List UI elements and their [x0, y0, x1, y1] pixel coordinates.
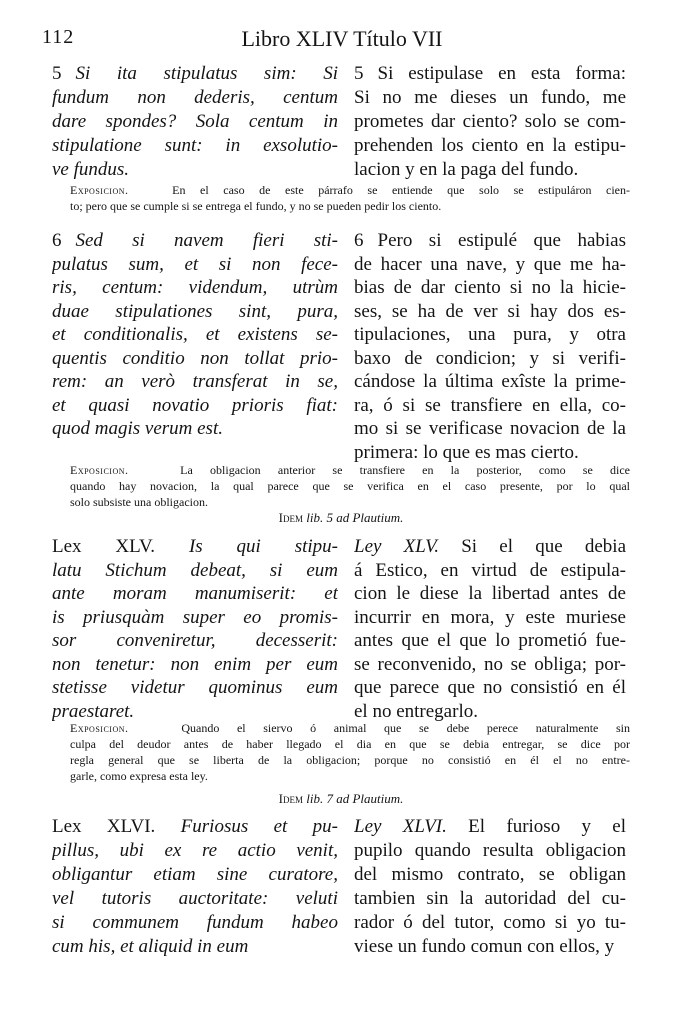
- source-reference: lib. 5 ad Plautium.: [306, 510, 404, 525]
- exposition-line: [70, 494, 630, 510]
- text-line: [354, 394, 626, 418]
- exposition-text: solo subsiste una obligacion.: [70, 495, 208, 509]
- text-line: [52, 62, 338, 86]
- exposition-text: garle, como expresa esta ley.: [70, 769, 208, 783]
- text-segment: obligantur etiam sine curatore,: [52, 864, 338, 885]
- text-segment: tipulaciones, una pura, y otra: [354, 324, 626, 345]
- text-segment: quod magis verum est.: [52, 418, 223, 439]
- text-line: [354, 887, 626, 911]
- exposition-text: En el caso de este párrafo se entiende que solo se estipuláron cien-: [172, 183, 630, 197]
- text-line: [354, 417, 626, 441]
- text-segment: de hacer una nave, y que me ha-: [354, 253, 626, 275]
- text-line: [354, 276, 626, 300]
- text-line: [52, 134, 338, 158]
- page-number: 112: [42, 26, 75, 48]
- text-line: [52, 86, 338, 110]
- text-segment: ses, se ha de ver si hay dos es-: [354, 300, 626, 322]
- text-line: [354, 110, 626, 134]
- running-header: [42, 26, 642, 54]
- text-line: [52, 582, 338, 606]
- text-segment: ve fundus.: [52, 159, 130, 180]
- text-segment: Pero si estipulé que habias: [377, 230, 626, 251]
- text-segment: mo si se verificase novacion de la: [354, 418, 626, 439]
- text-segment: si communem fundum habeo: [52, 912, 338, 933]
- text-segment: Ley XLV.: [354, 536, 440, 557]
- text-segment: praestaret.: [52, 700, 135, 722]
- section-number: 6: [354, 230, 364, 251]
- text-segment: ra, ó si se transfiere en ella, co-: [354, 394, 626, 416]
- text-segment: prehenden los ciento en la estipu-: [354, 135, 626, 156]
- text-segment: Lex XLVI.: [52, 816, 156, 837]
- text-segment: sor conveniretur, decesserit:: [52, 630, 338, 651]
- text-line: [354, 839, 626, 863]
- text-segment: Furiosus et pu-: [155, 816, 338, 837]
- text-line: [354, 370, 626, 394]
- text-segment: prometes dar ciento? solo se com-: [354, 111, 626, 132]
- text-line: [354, 606, 626, 630]
- text-segment: Lex XLV.: [52, 536, 156, 557]
- exposition-line: [70, 182, 630, 198]
- exposition-3: [70, 720, 630, 784]
- text-line: [52, 110, 338, 134]
- text-segment: stetisse videtur quominus eum: [52, 677, 338, 698]
- text-segment: rem: an verò transferat in se,: [52, 371, 338, 392]
- spanish-text: [354, 815, 626, 959]
- exposition-1: [70, 182, 630, 214]
- text-segment: El furioso y el: [446, 816, 626, 837]
- text-line: [354, 441, 626, 465]
- section-6: [52, 229, 626, 469]
- text-segment: latu Stichum debeat, si eum: [52, 559, 338, 581]
- text-segment: que parece que no consistió en él: [354, 677, 626, 698]
- source-citation-1: [0, 510, 682, 526]
- text-line: [52, 911, 338, 935]
- text-segment: Ley XLVI.: [354, 816, 447, 837]
- text-segment: tambien sin la autoridad del cu-: [354, 888, 626, 909]
- text-segment: cándose la última exîste la prime-: [354, 371, 626, 392]
- text-segment: del mismo contrato, se obligan: [354, 864, 626, 885]
- text-segment: pillus, ubi ex re actio venit,: [52, 840, 338, 861]
- text-line: [354, 347, 626, 371]
- text-segment: vel tutoris auctoritate: veluti: [52, 888, 338, 909]
- text-line: [52, 300, 338, 324]
- text-segment: Is qui stipu-: [155, 536, 338, 557]
- text-segment: ante moram manumiserit: et: [52, 583, 338, 604]
- text-segment: baxo de condicion; y si verifi-: [354, 347, 626, 369]
- text-line: [354, 134, 626, 158]
- text-segment: primera: lo que es mas cierto.: [354, 441, 579, 463]
- text-line: [52, 863, 338, 887]
- text-segment: stipulatione sunt: in exsolutio-: [52, 135, 338, 156]
- exposition-text: to; pero que se cumple si se entrega el fundo, y no se pueden pedir los ciento.: [70, 199, 442, 213]
- source-reference: lib. 7 ad Plautium.: [306, 791, 404, 806]
- text-line: [52, 676, 338, 700]
- latin-text: [52, 62, 338, 182]
- text-line: [52, 935, 338, 959]
- exposition-line: [70, 768, 630, 784]
- text-segment: Si no me dieses un fundo, me: [354, 87, 626, 108]
- exposition-text: regla general que se liberta de la obligacion; porque no consistió en él el no entre-: [70, 753, 630, 767]
- text-segment: cum his, et aliquid in eum: [52, 936, 249, 957]
- section-number: 5: [52, 63, 62, 84]
- exposition-text: Quando el siervo ó animal que se debe perece naturalmente sin: [181, 721, 630, 735]
- text-segment: viese un fundo comun con ellos, y: [354, 936, 615, 957]
- text-line: [354, 229, 626, 253]
- exposition-2: [70, 462, 630, 510]
- section-5: [52, 62, 626, 186]
- exposition-text: quando hay novacion, la qual parece que se verifica en el caso presente, por lo qual: [70, 479, 630, 493]
- text-segment: pulatus sum, et si non fece-: [52, 253, 338, 275]
- text-line: [354, 676, 626, 700]
- text-line: [52, 887, 338, 911]
- text-segment: dare spondes? Sola centum in: [52, 111, 338, 132]
- section-number: 6: [52, 230, 62, 251]
- text-line: [354, 653, 626, 677]
- text-segment: is priusquàm super eo promis-: [52, 606, 338, 628]
- text-line: [354, 62, 626, 86]
- exposition-line: [70, 478, 630, 494]
- text-line: [354, 323, 626, 347]
- text-segment: quentis conditio non tollat prio-: [52, 347, 338, 369]
- text-line: [354, 86, 626, 110]
- text-line: [52, 839, 338, 863]
- text-segment: antes que el que lo prometió fue-: [354, 630, 626, 651]
- text-line: [52, 253, 338, 277]
- text-line: [354, 582, 626, 606]
- text-line: [354, 559, 626, 583]
- exposition-line: [70, 720, 630, 736]
- text-segment: fundum non dederis, centum: [52, 87, 338, 108]
- latin-text: [52, 535, 338, 723]
- text-line: [354, 935, 626, 959]
- lex-46: [52, 815, 626, 965]
- text-segment: lacion y en la paga del fundo.: [354, 159, 579, 180]
- latin-text: [52, 229, 338, 441]
- text-line: [354, 911, 626, 935]
- exposition-text: culpa del deudor antes de haber llegado el dia en que se debia entregar, se dice por: [70, 737, 630, 751]
- source-author: Idem: [278, 510, 303, 525]
- text-line: [52, 559, 338, 583]
- text-line: [52, 653, 338, 677]
- text-segment: Si estipulase en esta forma:: [377, 63, 626, 84]
- exposition-label: Exposicion.: [70, 721, 129, 735]
- text-segment: cion le diese la libertad antes de: [354, 583, 626, 604]
- text-segment: Si el que debia: [439, 536, 626, 557]
- section-number: 5: [354, 63, 364, 84]
- text-line: [354, 535, 626, 559]
- running-title: Libro XLIV Título VII: [241, 26, 443, 51]
- exposition-label: Exposicion.: [70, 183, 129, 197]
- text-segment: et quasi novatio prioris fiat:: [52, 394, 338, 416]
- text-line: [52, 158, 338, 182]
- exposition-line: [70, 736, 630, 752]
- text-line: [52, 629, 338, 653]
- exposition-label: Exposicion.: [70, 463, 129, 477]
- text-line: [354, 629, 626, 653]
- text-line: [354, 300, 626, 324]
- text-line: [354, 815, 626, 839]
- text-line: [52, 815, 338, 839]
- text-line: [354, 158, 626, 182]
- spanish-text: [354, 229, 626, 464]
- text-segment: rador ó del tutor, como si yo tu-: [354, 912, 626, 933]
- text-line: [52, 394, 338, 418]
- text-segment: non tenetur: non enim per eum: [52, 653, 338, 675]
- text-segment: Si ita stipulatus sim: Si: [75, 63, 338, 84]
- text-line: [52, 323, 338, 347]
- text-segment: incurrir en mora, y este muriese: [354, 606, 626, 628]
- text-line: [52, 417, 338, 441]
- source-citation-2: [0, 791, 682, 807]
- spanish-text: [354, 535, 626, 723]
- text-line: [52, 229, 338, 253]
- text-line: [354, 253, 626, 277]
- text-line: [354, 863, 626, 887]
- text-segment: el no entregarlo.: [354, 700, 478, 722]
- latin-text: [52, 815, 338, 959]
- exposition-line: [70, 752, 630, 768]
- text-segment: et conditionalis, et existens se-: [52, 324, 338, 345]
- text-line: [52, 276, 338, 300]
- lex-45: [52, 535, 626, 725]
- text-segment: Sed si navem fieri sti-: [75, 230, 338, 251]
- text-segment: á Estico, en virtud de estipula-: [354, 559, 626, 581]
- source-author: Idem: [278, 791, 303, 806]
- text-line: [52, 535, 338, 559]
- text-segment: ris, centum: videndum, utrùm: [52, 277, 338, 298]
- exposition-line: [70, 462, 630, 478]
- text-segment: bias de dar ciento si no la hicie-: [354, 277, 626, 298]
- text-line: [52, 347, 338, 371]
- text-segment: se reconvenido, no se obliga; por-: [354, 653, 626, 675]
- exposition-line: [70, 198, 630, 214]
- text-line: [52, 606, 338, 630]
- exposition-text: La obligacion anterior se transfiere en la posterior, como se dice: [180, 463, 630, 477]
- text-segment: pupilo quando resulta obligacion: [354, 840, 626, 861]
- text-segment: duae stipulationes sint, pura,: [52, 300, 338, 322]
- spanish-text: [354, 62, 626, 182]
- text-line: [52, 370, 338, 394]
